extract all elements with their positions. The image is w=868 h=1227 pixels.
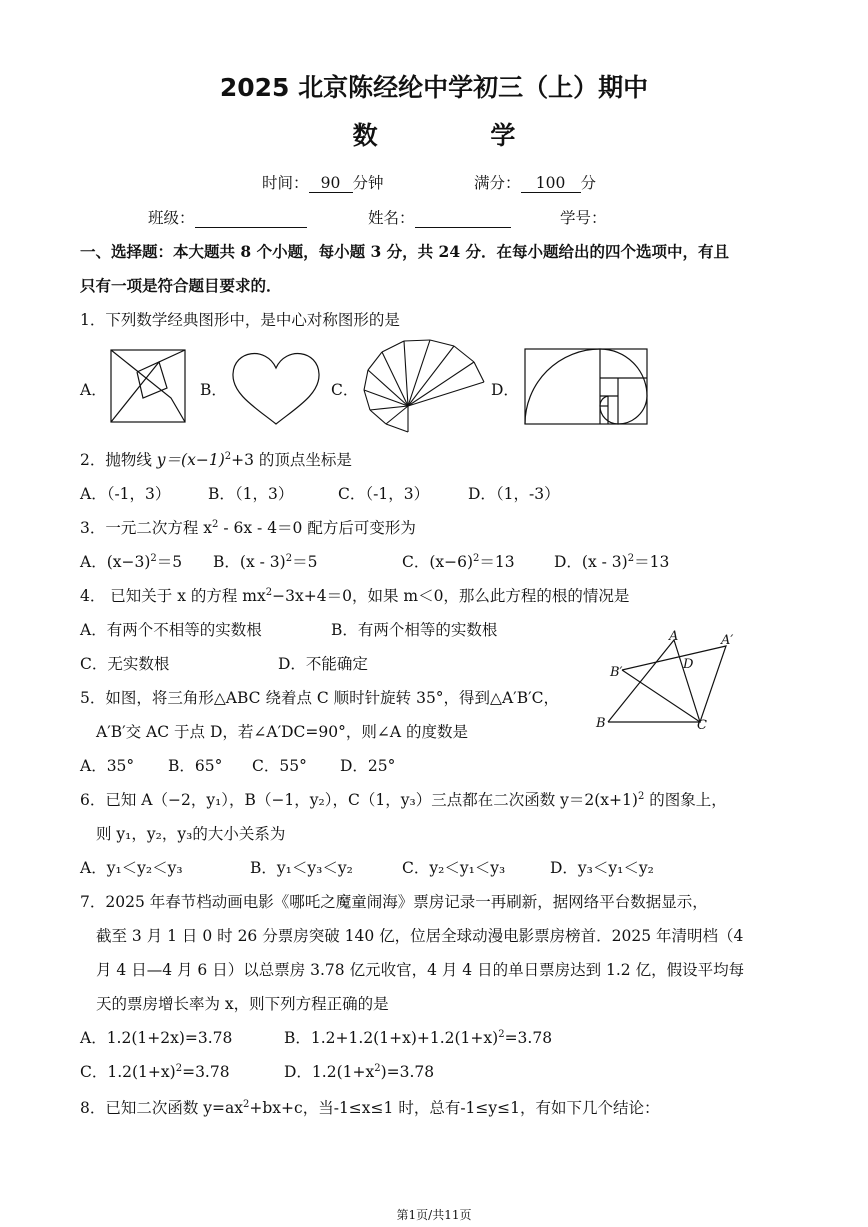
q5-figure-rotated-triangles bbox=[592, 626, 752, 738]
page-footer: 第1页/共11页 bbox=[396, 1208, 472, 1222]
name-blank[interactable] bbox=[415, 209, 511, 228]
q4-option-c[interactable]: C．无实数根 bbox=[80, 655, 170, 673]
q5-label-b-prime: B′ bbox=[610, 665, 623, 680]
q1-option-d[interactable]: D． bbox=[491, 381, 519, 399]
time-value: 90 bbox=[309, 174, 353, 193]
exam-time: 时间： 90 分钟 bbox=[262, 174, 384, 192]
q5-label-d: D bbox=[683, 657, 694, 672]
q7-stem-line1: 7．2025 年春节档动画电影《哪吒之魔童闹海》票房记录一再刷新，据网络平台数据显示， bbox=[80, 893, 708, 911]
q3-option-c[interactable]: C．$(x-6)^2=13$ bbox=[402, 552, 515, 571]
q6-stem-line1: 6．已知 A（−2，y₁），B（−1，y₂），C（1，y₃）三点都在二次函数 $y=2(x+1)^2$ 的图象上， bbox=[80, 790, 727, 809]
q7-stem-line4: 天的票房增长率为 x，则下列方程正确的是 bbox=[96, 995, 389, 1013]
q5-label-c: C bbox=[697, 718, 707, 733]
q7-stem-line3: 月 4 日—4 月 6 日）以总票房 3.78 亿元收官，4 月 4 日的单日票房达到 1.2 亿，假设平均每 bbox=[96, 961, 745, 979]
q1-figure-d-golden-spiral bbox=[524, 348, 648, 426]
q8-stem: 8．已知二次函数 $y=ax^2+bx+c$，当-1≤x≤1 时，总有-1≤y≤1，有如下几个结论： bbox=[80, 1098, 660, 1117]
q5-label-a-prime: A′ bbox=[721, 633, 734, 648]
q1-figure-a-pinwheel-square bbox=[109, 348, 187, 424]
q5-label-a: A bbox=[669, 629, 679, 644]
q7-option-c[interactable]: C．$1.2(1+x)^2=3.78$ bbox=[80, 1062, 230, 1081]
class-blank[interactable] bbox=[195, 209, 307, 228]
q6-option-a[interactable]: A．y₁＜y₂＜y₃ bbox=[80, 859, 183, 877]
q6-option-b[interactable]: B．y₁＜y₃＜y₂ bbox=[250, 859, 353, 877]
q7-option-a[interactable]: A．1.2(1+2x)=3.78 bbox=[80, 1029, 233, 1047]
q2-option-c[interactable]: C．（-1，3） bbox=[338, 485, 430, 503]
q1-stem: 1．下列数学经典图形中，是中心对称图形的是 bbox=[80, 311, 400, 329]
section-heading-line1: 一、选择题：本大题共 8 个小题，每小题 3 分，共 24 分．在每小题给出的四个选项中，有且 bbox=[80, 242, 730, 261]
q4-option-b[interactable]: B．有两个相等的实数根 bbox=[331, 621, 498, 639]
q1-option-a[interactable]: A． bbox=[80, 381, 107, 399]
q1-option-c[interactable]: C． bbox=[331, 381, 359, 399]
q2-option-b[interactable]: B．（1，3） bbox=[208, 485, 294, 503]
q2-option-d[interactable]: D．（1，-3） bbox=[468, 485, 560, 503]
q5-option-b[interactable]: B．65° bbox=[168, 757, 223, 775]
q7-stem-line2: 截至 3 月 1 日 0 时 26 分票房突破 140 亿，位居全球动漫电影票房榜首．2025 年清明档（4 bbox=[96, 927, 744, 945]
score-value: 100 bbox=[521, 174, 581, 193]
class-field[interactable]: 班级： bbox=[148, 206, 307, 228]
q3-option-d[interactable]: D．(x - 3)$^2$＝13 bbox=[554, 552, 670, 571]
q4-stem: 4． 已知关于 x 的方程 $mx^2-3x+4=0$，如果 m＜0，那么此方程的根的情况是 bbox=[80, 586, 630, 605]
q6-stem-line2: 则 y₁，y₂，y₃的大小关系为 bbox=[96, 825, 286, 843]
q3-stem: 3．一元二次方程 $x^2 - 6x - 4=0$ 配方后可变形为 bbox=[80, 518, 416, 537]
q1-figure-c-spiral-of-theodorus bbox=[360, 338, 486, 434]
q5-stem-line1: 5．如图，将三角形△ABC 绕着点 C 顺时针旋转 35°，得到△A′B′C， bbox=[80, 689, 559, 707]
id-field[interactable]: 学号： bbox=[560, 209, 607, 227]
q6-option-c[interactable]: C．y₂＜y₁＜y₃ bbox=[402, 859, 506, 877]
q1-figure-b-heart bbox=[230, 348, 322, 426]
section-heading-line2: 只有一项是符合题目要求的． bbox=[80, 276, 282, 295]
q3-option-b[interactable]: B．(x - 3)$^2$＝5 bbox=[213, 552, 318, 571]
q2-option-a[interactable]: A．（-1，3） bbox=[80, 485, 171, 503]
subject-title: 数 学 bbox=[352, 121, 568, 150]
q5-label-b: B bbox=[596, 716, 606, 731]
q3-option-a[interactable]: A．$(x-3)^2=5$ bbox=[80, 552, 183, 571]
q5-option-c[interactable]: C．55° bbox=[252, 757, 307, 775]
q1-option-b[interactable]: B． bbox=[200, 381, 227, 399]
page-title: 2025 北京陈经纶中学初三（上）期中 bbox=[219, 73, 649, 102]
q5-option-a[interactable]: A．35° bbox=[80, 757, 135, 775]
q6-option-d[interactable]: D．y₃＜y₁＜y₂ bbox=[550, 859, 654, 877]
q4-option-d[interactable]: D．不能确定 bbox=[278, 655, 368, 673]
name-field[interactable]: 姓名： bbox=[368, 206, 511, 228]
q7-option-d[interactable]: D．$1.2(1+x^2)=3.78$ bbox=[284, 1062, 435, 1081]
q2-stem: 2．抛物线 $y=(x-1)^2+3$ 的顶点坐标是 bbox=[80, 450, 352, 469]
exam-score: 满分： 100 分 bbox=[474, 174, 597, 192]
q5-option-d[interactable]: D．25° bbox=[340, 757, 396, 775]
q4-option-a[interactable]: A．有两个不相等的实数根 bbox=[80, 621, 262, 639]
q7-option-b[interactable]: B．$1.2+1.2(1+x)+1.2(1+x)^2=3.78$ bbox=[284, 1028, 553, 1047]
q5-stem-line2: A′B′交 AC 于点 D，若∠A′DC=90°，则∠A 的度数是 bbox=[96, 723, 468, 741]
